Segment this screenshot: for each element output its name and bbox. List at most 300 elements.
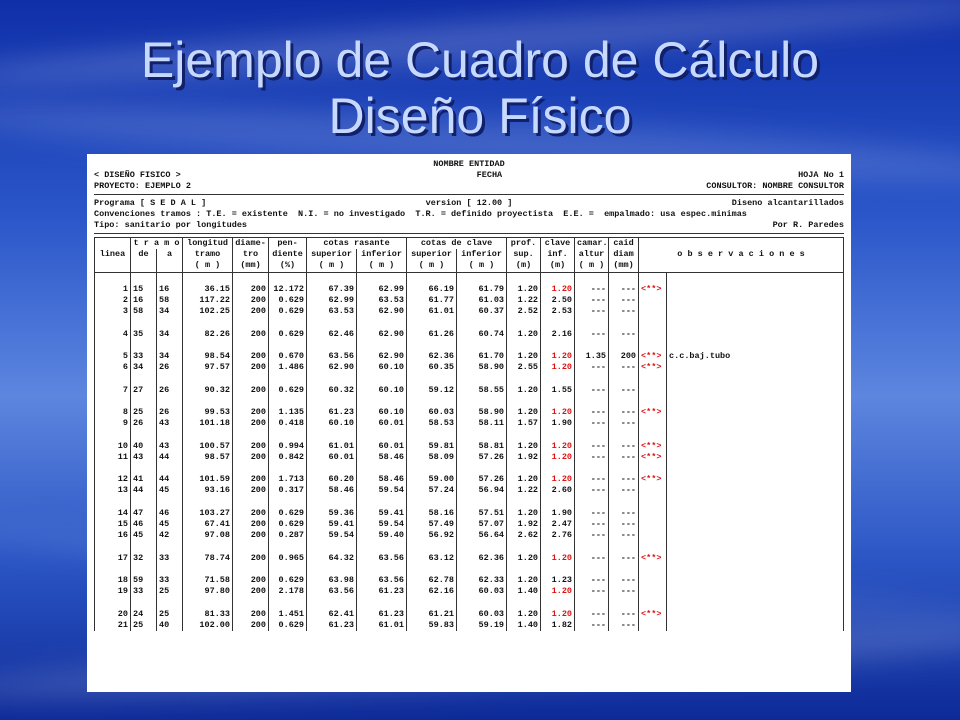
table-cell [667,485,844,496]
empty-cell [457,541,507,552]
table-cell: 59.83 [407,620,457,631]
table-cell: 58.90 [457,362,507,373]
table-cell: 2 [95,295,131,306]
table-cell: --- [575,519,609,530]
table-cell: 7 [95,385,131,396]
table-cell: 62.90 [307,362,357,373]
table-cell: 21 [95,620,131,631]
empty-cell [457,597,507,608]
empty-cell [541,340,575,351]
empty-cell [269,497,307,508]
empty-cell [131,497,157,508]
table-cell: 0.994 [269,441,307,452]
empty-cell [639,541,667,552]
table-cell: --- [609,575,639,586]
empty-cell [541,541,575,552]
table-row [95,441,844,452]
empty-cell [307,340,357,351]
spacer-row [95,564,844,575]
table-cell: 24 [131,609,157,620]
empty-cell [131,396,157,407]
table-cell: 2.16 [541,329,575,340]
table-cell: 62.99 [357,284,407,295]
empty-cell [269,463,307,474]
table-cell: <**> [639,474,667,485]
table-cell: 58.53 [407,418,457,429]
table-cell: 1.20 [507,385,541,396]
table-cell: 200 [233,418,269,429]
column-header: o b s e r v a c i o n e s [639,249,844,260]
column-header: (m) [507,260,541,272]
table-cell [639,329,667,340]
column-header: ( m ) [457,260,507,272]
table-cell: 43 [157,418,183,429]
table-cell: 13 [95,485,131,496]
table-cell: --- [609,306,639,317]
report-tipo-line [94,220,844,231]
table-cell: 63.56 [307,351,357,362]
empty-cell [667,564,844,575]
table-cell: 41 [131,474,157,485]
table-cell: 19 [95,586,131,597]
column-header: (mm) [609,260,639,272]
table-cell: 200 [233,530,269,541]
empty-cell [357,373,407,384]
table-cell: 61.23 [357,609,407,620]
table-cell: 16 [131,295,157,306]
table-cell: 200 [233,620,269,631]
empty-cell [457,429,507,440]
empty-cell [575,463,609,474]
table-cell: 34 [157,329,183,340]
table-cell: 61.03 [457,295,507,306]
column-header [95,238,131,250]
table-cell: 60.35 [407,362,457,373]
table-cell: 58.11 [457,418,507,429]
column-header: ( m ) [357,260,407,272]
column-header: superior [407,249,457,260]
column-header: altur [575,249,609,260]
table-cell [639,295,667,306]
empty-cell [183,429,233,440]
table-cell: 1.20 [507,575,541,586]
column-header: ( m ) [307,260,357,272]
table-cell: 63.56 [357,553,407,564]
empty-cell [541,373,575,384]
empty-cell [667,497,844,508]
table-cell: 62.46 [307,329,357,340]
empty-cell [269,429,307,440]
empty-cell [457,373,507,384]
table-row [95,418,844,429]
column-header: prof. [507,238,541,250]
table-row [95,530,844,541]
empty-cell [541,272,575,284]
table-cell: --- [575,306,609,317]
table-cell: --- [609,329,639,340]
column-header: (%) [269,260,307,272]
empty-cell [609,463,639,474]
table-cell: 0.629 [269,620,307,631]
empty-cell [307,317,357,328]
column-header: caid [609,238,639,250]
table-row [95,306,844,317]
table-cell [639,586,667,597]
table-cell: 200 [233,441,269,452]
empty-cell [639,317,667,328]
table-cell: 1.135 [269,407,307,418]
empty-cell [157,564,183,575]
table-cell: --- [575,441,609,452]
table-cell: <**> [639,452,667,463]
table-row [95,362,844,373]
table-cell: 58.46 [357,474,407,485]
divider [94,194,844,195]
table-cell: 59.12 [407,385,457,396]
table-cell: 200 [233,474,269,485]
table-cell: 27 [131,385,157,396]
table-row [95,609,844,620]
table-cell: 12 [95,474,131,485]
column-header: a [157,249,183,260]
empty-cell [407,373,457,384]
empty-cell [357,396,407,407]
empty-cell [131,541,157,552]
table-cell: 33 [157,553,183,564]
table-cell: 1.57 [507,418,541,429]
empty-cell [507,564,541,575]
table-cell: 200 [609,351,639,362]
table-cell: 56.92 [407,530,457,541]
empty-cell [457,396,507,407]
empty-cell [183,497,233,508]
empty-cell [307,597,357,608]
table-cell: 0.287 [269,530,307,541]
empty-cell [575,340,609,351]
empty-cell [157,497,183,508]
empty-cell [575,497,609,508]
report-convenciones [94,209,844,220]
table-cell: 63.53 [307,306,357,317]
table-cell: --- [575,362,609,373]
table-cell: 56.64 [457,530,507,541]
table-cell: 59.81 [407,441,457,452]
table-cell: 67.41 [183,519,233,530]
table-cell: 62.36 [407,351,457,362]
table-cell: 10 [95,441,131,452]
table-cell: 43 [157,441,183,452]
table-cell: 63.56 [357,575,407,586]
empty-cell [639,564,667,575]
table-cell: 1.90 [541,508,575,519]
empty-cell [507,597,541,608]
table-cell: 0.629 [269,508,307,519]
divider [94,233,844,234]
table-cell: 67.39 [307,284,357,295]
empty-cell [307,564,357,575]
spacer-row [95,396,844,407]
table-cell: 57.24 [407,485,457,496]
table-cell: --- [575,530,609,541]
table-cell: 2.50 [541,295,575,306]
empty-cell [609,429,639,440]
table-cell: 61.23 [307,620,357,631]
empty-cell [639,396,667,407]
empty-cell [233,340,269,351]
column-header: ( m ) [183,260,233,272]
empty-cell [457,463,507,474]
empty-cell [507,396,541,407]
table-cell: 62.33 [457,575,507,586]
table-cell: --- [609,407,639,418]
table-cell: 1.20 [507,474,541,485]
empty-cell [233,373,269,384]
empty-cell [269,272,307,284]
table-cell [667,329,844,340]
report-label: < DISEÑO FISICO > [94,170,181,180]
table-cell: 100.57 [183,441,233,452]
empty-cell [407,272,457,284]
table-cell [639,530,667,541]
table-cell: 35 [131,329,157,340]
table-cell: 2.52 [507,306,541,317]
spacer-row [95,597,844,608]
empty-cell [157,541,183,552]
empty-cell [407,463,457,474]
empty-cell [507,429,541,440]
table-cell: 57.26 [457,452,507,463]
table-cell: 102.25 [183,306,233,317]
table-cell: 58.81 [457,441,507,452]
empty-cell [507,497,541,508]
table-cell: 2.178 [269,586,307,597]
column-header: longitud [183,238,233,250]
empty-cell [183,463,233,474]
table-cell [667,306,844,317]
table-cell: 1.20 [541,586,575,597]
table-cell: 45 [157,485,183,496]
column-header: (mm) [233,260,269,272]
table-cell: 200 [233,284,269,295]
table-cell: 98.57 [183,452,233,463]
table-cell [639,620,667,631]
table-cell: 1.90 [541,418,575,429]
table-cell: 90.32 [183,385,233,396]
empty-cell [639,340,667,351]
table-row [95,295,844,306]
table-cell: 61.26 [407,329,457,340]
table-cell: 60.10 [307,418,357,429]
empty-cell [575,429,609,440]
empty-cell [667,396,844,407]
table-cell: 5 [95,351,131,362]
spacer-row [95,373,844,384]
empty-cell [541,597,575,608]
table-cell: 59.54 [357,485,407,496]
table-cell: 0.418 [269,418,307,429]
empty-cell [575,373,609,384]
column-header: de [131,249,157,260]
table-cell: --- [609,609,639,620]
column-header [639,238,844,250]
table-cell [667,575,844,586]
table-cell: 62.36 [457,553,507,564]
table-cell [667,418,844,429]
table-cell: 20 [95,609,131,620]
report-version: version [ 12.00 ] [425,198,513,208]
table-cell: 56.94 [457,485,507,496]
table-cell: 200 [233,519,269,530]
table-cell: 1.20 [541,609,575,620]
table-cell: --- [575,508,609,519]
table-cell: 81.33 [183,609,233,620]
empty-cell [157,396,183,407]
empty-cell [233,497,269,508]
table-cell: 60.37 [457,306,507,317]
report-diseno: Diseno alcantarillados [731,198,844,208]
empty-cell [667,272,844,284]
table-cell: 46 [131,519,157,530]
table-cell: 200 [233,295,269,306]
empty-cell [157,317,183,328]
empty-cell [457,497,507,508]
table-cell [639,519,667,530]
empty-cell [357,429,407,440]
table-cell: --- [609,385,639,396]
table-cell: 61.23 [357,586,407,597]
spacer-row [95,463,844,474]
table-cell: 9 [95,418,131,429]
table-cell: --- [609,508,639,519]
empty-cell [407,396,457,407]
empty-cell [131,272,157,284]
calculation-report [87,154,851,692]
table-cell: --- [609,452,639,463]
table-cell [639,485,667,496]
spacer-row [95,272,844,284]
table-cell: 200 [233,452,269,463]
table-cell: 61.01 [307,441,357,452]
empty-cell [307,497,357,508]
table-cell: 200 [233,362,269,373]
empty-cell [357,463,407,474]
table-cell [667,620,844,631]
empty-cell [575,564,609,575]
table-cell: --- [575,284,609,295]
empty-cell [457,340,507,351]
empty-cell [407,429,457,440]
column-header: tramo [183,249,233,260]
column-header: tro [233,249,269,260]
column-header: pen- [269,238,307,250]
empty-cell [457,272,507,284]
table-cell: 32 [131,553,157,564]
table-cell [667,609,844,620]
table-cell: 61.77 [407,295,457,306]
table-cell: 57.49 [407,519,457,530]
empty-cell [269,597,307,608]
table-cell: 200 [233,306,269,317]
table-row [95,407,844,418]
column-header: diente [269,249,307,260]
table-cell: 200 [233,553,269,564]
empty-cell [183,317,233,328]
table-cell: <**> [639,609,667,620]
table-cell: 60.10 [357,385,407,396]
table-cell: 1.20 [541,474,575,485]
slide-title-line-1: Ejemplo de Cuadro de Cálculo [140,32,820,88]
report-convenciones-text: Convenciones tramos : T.E. = existente N.I. = no investigado T.R. = definido proyectista E.E. = empalmado: usa espec.minimas [94,209,747,219]
column-header [639,260,844,272]
spacer-row [95,497,844,508]
table-cell: 200 [233,508,269,519]
report-programa: Programa [ S E D A L ] [94,198,207,208]
table-cell: 40 [157,620,183,631]
table-cell: 0.317 [269,485,307,496]
table-cell: 59.00 [407,474,457,485]
table-cell: 6 [95,362,131,373]
table-cell: --- [609,519,639,530]
table-cell: 57.26 [457,474,507,485]
table-cell: 2.76 [541,530,575,541]
table-cell: 58 [157,295,183,306]
empty-cell [269,396,307,407]
table-cell: 58.09 [407,452,457,463]
table-cell: 0.629 [269,385,307,396]
empty-cell [667,373,844,384]
table-cell: --- [575,452,609,463]
empty-cell [95,564,131,575]
report-header-line-2 [94,181,844,192]
table-cell: 59.54 [307,530,357,541]
table-cell: --- [575,385,609,396]
table-cell: 60.20 [307,474,357,485]
table-cell: 44 [131,485,157,496]
column-header: inf. [541,249,575,260]
table-cell: 15 [95,519,131,530]
empty-cell [307,373,357,384]
table-cell: 63.98 [307,575,357,586]
slide-title-line-2: Diseño Físico [328,88,632,144]
empty-cell [183,396,233,407]
table-cell: 16 [157,284,183,295]
table-cell: --- [575,609,609,620]
table-cell: 61.23 [307,407,357,418]
table-cell: 1.82 [541,620,575,631]
table-cell: --- [575,329,609,340]
table-cell: 62.90 [357,329,407,340]
table-cell: 61.01 [407,306,457,317]
table-cell: 34 [157,351,183,362]
empty-cell [407,340,457,351]
table-cell: <**> [639,362,667,373]
empty-cell [183,564,233,575]
table-cell: 78.74 [183,553,233,564]
table-cell [667,586,844,597]
empty-cell [95,463,131,474]
table-row [95,385,844,396]
table-cell: 63.53 [357,295,407,306]
empty-cell [157,463,183,474]
table-cell: --- [609,441,639,452]
table-cell: 60.10 [357,407,407,418]
spacer-row [95,429,844,440]
table-cell: 15 [131,284,157,295]
table-row [95,329,844,340]
empty-cell [575,272,609,284]
table-cell: 43 [131,452,157,463]
empty-cell [667,317,844,328]
